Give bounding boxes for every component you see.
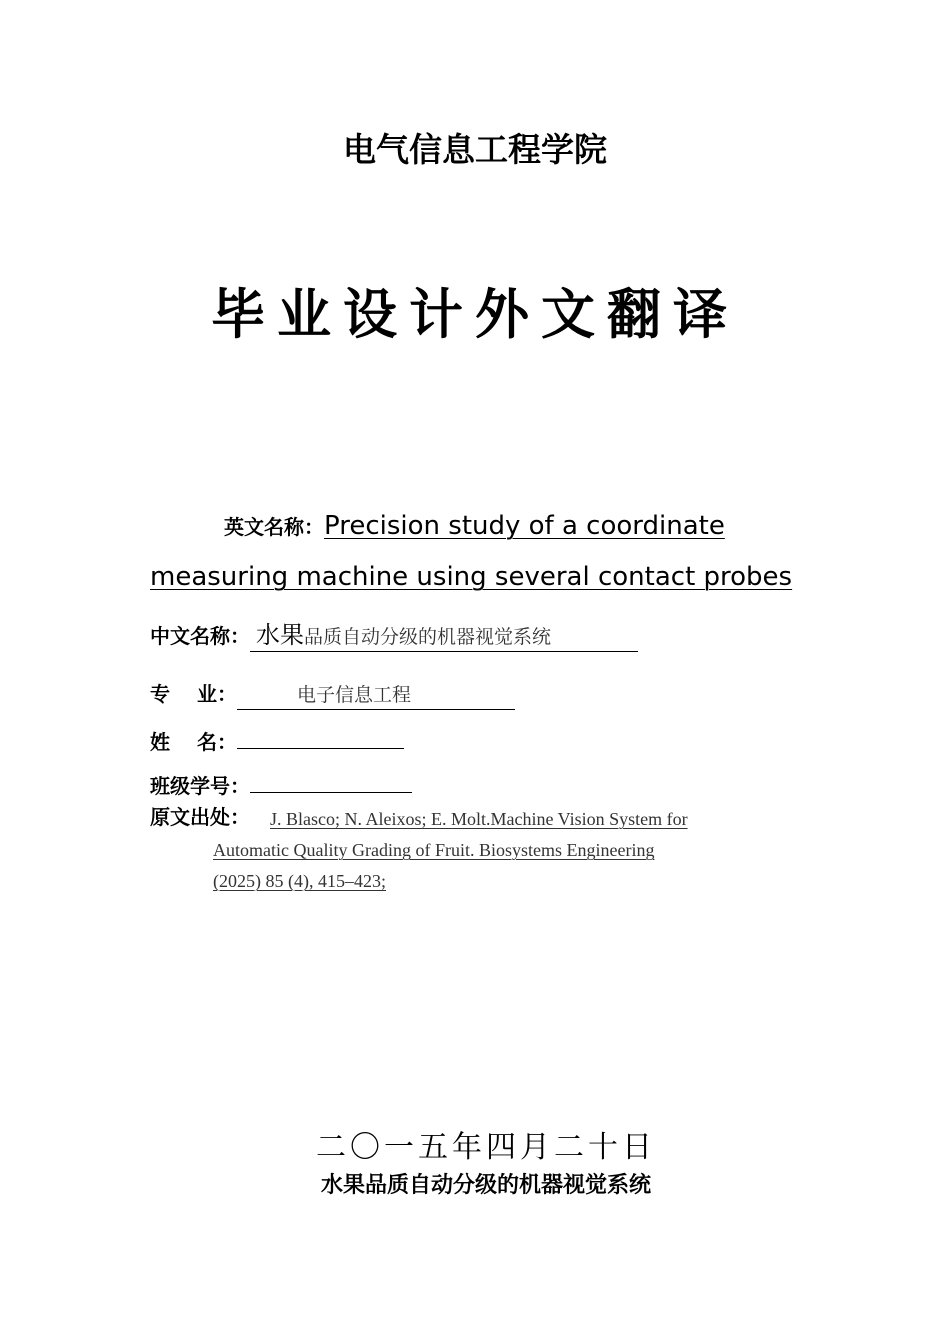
english-name-value: Precision study of a coordinate measuring machine using several contact probes (150, 511, 793, 592)
class-id-row (150, 770, 412, 800)
chinese-name-value (250, 621, 638, 652)
english-name-label: 英文名称： (224, 515, 324, 539)
major-value-line (237, 681, 515, 710)
source-line-2: Automatic Quality Grading of Fruit. Biosystems Engineering (213, 840, 655, 860)
source-line-3: (2025) 85 (4), 415–423; (213, 871, 386, 891)
student-name-value (237, 726, 404, 749)
class-id-value (250, 770, 412, 793)
chinese-name-row (150, 621, 638, 652)
document-date: 二〇一五年四月二十日 (316, 1130, 656, 1165)
major-row (150, 680, 515, 710)
chinese-name-value-rest: 品质自动分级的机器视觉系统 (304, 626, 552, 648)
chinese-name-value-lead: 水果 (256, 621, 305, 649)
document-title: 毕业设计外文翻译 (211, 283, 739, 346)
student-name-row (150, 726, 404, 756)
college-name: 电气信息工程学院 (343, 130, 607, 169)
chinese-name-label: 中文名称： (150, 624, 250, 648)
major-value: 电子信息工程 (296, 684, 411, 706)
source-label: 原文出处： (150, 805, 250, 829)
class-id-label: 班级学号： (150, 774, 250, 798)
major-label: 专 业： (150, 682, 237, 706)
source-citation (213, 804, 773, 897)
source-line-1: J. Blasco; N. Aleixos; E. Molt.Machine Vision System for (270, 809, 688, 829)
student-name-label: 姓 名： (150, 730, 237, 754)
english-name-block (150, 501, 830, 602)
footer-title: 水果品质自动分级的机器视觉系统 (320, 1173, 651, 1198)
